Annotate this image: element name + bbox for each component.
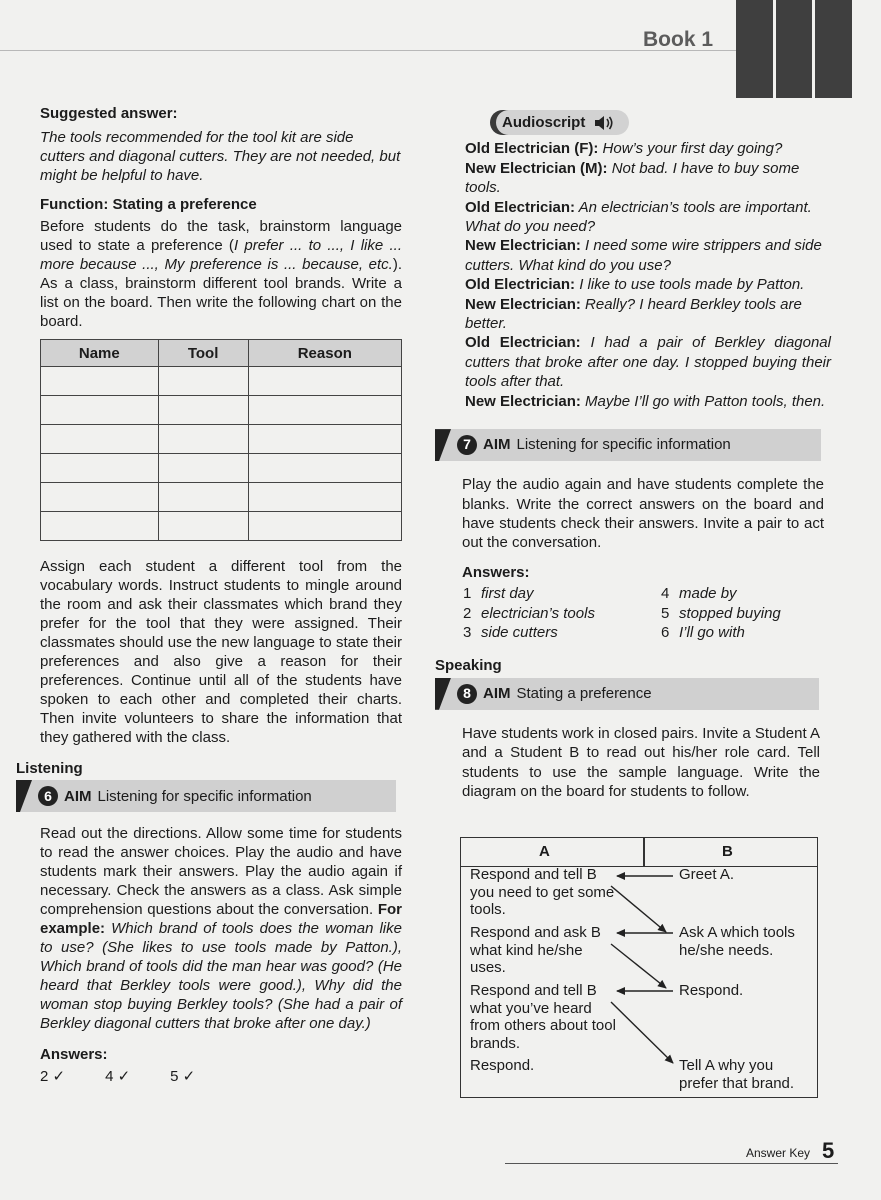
assign-paragraph: Assign each student a different tool from the vocabulary words. Instruct students to mingle around the room and ask their classmates which brand they prefer for the tool that they were assigned. Their classmates should use the new language to state their preferences and also give a reason for their preferences. Continue until all of the students have spoken to each other and completed their charts. Then invite volunteers to share the information that they gathered with the class. [40, 558, 402, 746]
answers-title: Answers: [40, 1046, 108, 1063]
script-line: Old Electrician: I had a pair of Berkley diagonal cutters that broke after one day. I stopped buying their tools after that. [465, 334, 831, 391]
diagram-col-a: A [539, 843, 550, 860]
flow-arrows [461, 838, 817, 1097]
listening-title: Listening [16, 760, 83, 777]
table-row [41, 367, 402, 396]
chart-header-reason: Reason [248, 340, 401, 367]
answers-list [40, 1067, 402, 1086]
aim-number-badge: 8 [457, 684, 477, 704]
answer-item: 4 ✓ [105, 1068, 131, 1085]
script-line: Old Electrician: An electrician’s tools are important. What do you need? [465, 198, 812, 236]
answer-item: 2 ✓ [40, 1068, 66, 1085]
aim-text: Listening for specific information [516, 436, 731, 454]
preference-chart [40, 339, 402, 541]
aim-wedge-icon [435, 429, 451, 461]
table-row [41, 425, 402, 454]
left-column [16, 104, 402, 1086]
right-column [435, 110, 830, 801]
book-label: Book 1 [643, 28, 714, 51]
step-b4: Tell A why you prefer that brand. [679, 1057, 795, 1092]
script-line: New Electrician: Maybe I’ll go with Patton tools, then. [465, 392, 826, 410]
table-row [41, 396, 402, 425]
speaking-title: Speaking [435, 657, 502, 675]
role-card-diagram [460, 837, 818, 1098]
step-a3: Respond and tell B what you’ve heard from others about tool brands. [470, 982, 616, 1052]
script-line: New Electrician: I need some wire strippers and side cutters. What kind do you use? [465, 237, 822, 274]
aim-text: Stating a preference [516, 685, 652, 703]
aim-text: Listening for specific information [97, 787, 312, 805]
aim-7-bar [435, 429, 821, 461]
suggested-answer-text: The tools recommended for the tool kit are side cutters and diagonal cutters. They are not needed, but might be helpful to have. [40, 129, 401, 184]
aim-label: AIM [64, 787, 92, 805]
aim-8-bar [435, 678, 819, 710]
footer-rule [505, 1163, 838, 1164]
aim-6-bar [16, 780, 396, 812]
chart-header-tool: Tool [158, 340, 248, 367]
aim-wedge-icon [435, 678, 451, 710]
aim-label: AIM [483, 685, 511, 703]
play-paragraph: Play the audio again and have students complete the blanks. Write the correct answers on the board and have students check their answers. Invite a pair to act out the conversation. [462, 476, 824, 552]
step-b3: Respond. [679, 982, 744, 999]
speaker-icon [593, 114, 615, 132]
answer-item: 5 ✓ [170, 1068, 196, 1085]
diagram-col-b: B [722, 843, 733, 860]
chart-header-name: Name [41, 340, 159, 367]
script-line: Old Electrician: I like to use tools made by Patton. [465, 276, 805, 294]
function-paragraph: Before students do the task, brainstorm language used to state a preference (I prefer ... to ..., I like ... more because ..., My preference is ... because, etc.). As a class, brainstorm different tool brands. Write a list on the board. Then write the following chart on the board. [40, 218, 402, 330]
header-tab-bars [736, 0, 852, 98]
step-b2: Ask A which tools he/she needs. [679, 924, 795, 959]
aim-wedge-icon [16, 780, 32, 812]
step-a2: Respond and ask B what kind he/she uses. [470, 924, 601, 977]
audioscript-label: Audioscript [490, 110, 629, 135]
table-row [41, 512, 402, 541]
page-number: 5 [822, 1138, 835, 1163]
read-paragraph: Read out the directions. Allow some time for students to read the answer choices. Play the audio and have students mark their answers. Play the audio again if necessary. Check the answers as a class. Ask simple comprehension questions about the conversation. For example: Which brand of tools does the woman like to use? (She likes to use tools made by Patton.), Which brand of tools did the man hear was good? (He heard that Berkley tools were good.), Why did the woman stop buying Berkley tools? (She had a pair of Berkley diagonal cutters that broke after one day.) [40, 825, 402, 1032]
script-line: New Electrician (M): Not bad. I have to buy some tools. [465, 159, 800, 197]
function-title: Function: Stating a preference [40, 196, 257, 213]
table-row [41, 483, 402, 512]
answers-list: 1 first day 4 made by 2 electrician’s tools 5 stopped buying 3 side cutters 6 I’ll go with [463, 585, 781, 641]
header-rule [0, 50, 736, 51]
step-a1: Respond and tell B you need to get some tools. [470, 866, 615, 919]
aim-number-badge: 7 [457, 435, 477, 455]
audioscript-text [465, 139, 831, 411]
aim-label: AIM [483, 436, 511, 454]
have-paragraph: Have students work in closed pairs. Invite a Student A and a Student B to read out his/her role card. Tell students to use the sample language. Write the diagram on the board for students to follow. [462, 724, 820, 800]
footer-label: Answer Key [746, 1146, 811, 1160]
table-row [41, 454, 402, 483]
aim-number-badge: 6 [38, 786, 58, 806]
step-b1: Greet A. [679, 866, 735, 883]
answers-title: Answers: [462, 563, 530, 581]
step-a4: Respond. [470, 1057, 535, 1074]
script-line: New Electrician: Really? I heard Berkley tools are better. [465, 295, 802, 333]
suggested-answer-title: Suggested answer: [40, 105, 178, 122]
script-line: Old Electrician (F): How’s your first day going? [465, 140, 783, 158]
